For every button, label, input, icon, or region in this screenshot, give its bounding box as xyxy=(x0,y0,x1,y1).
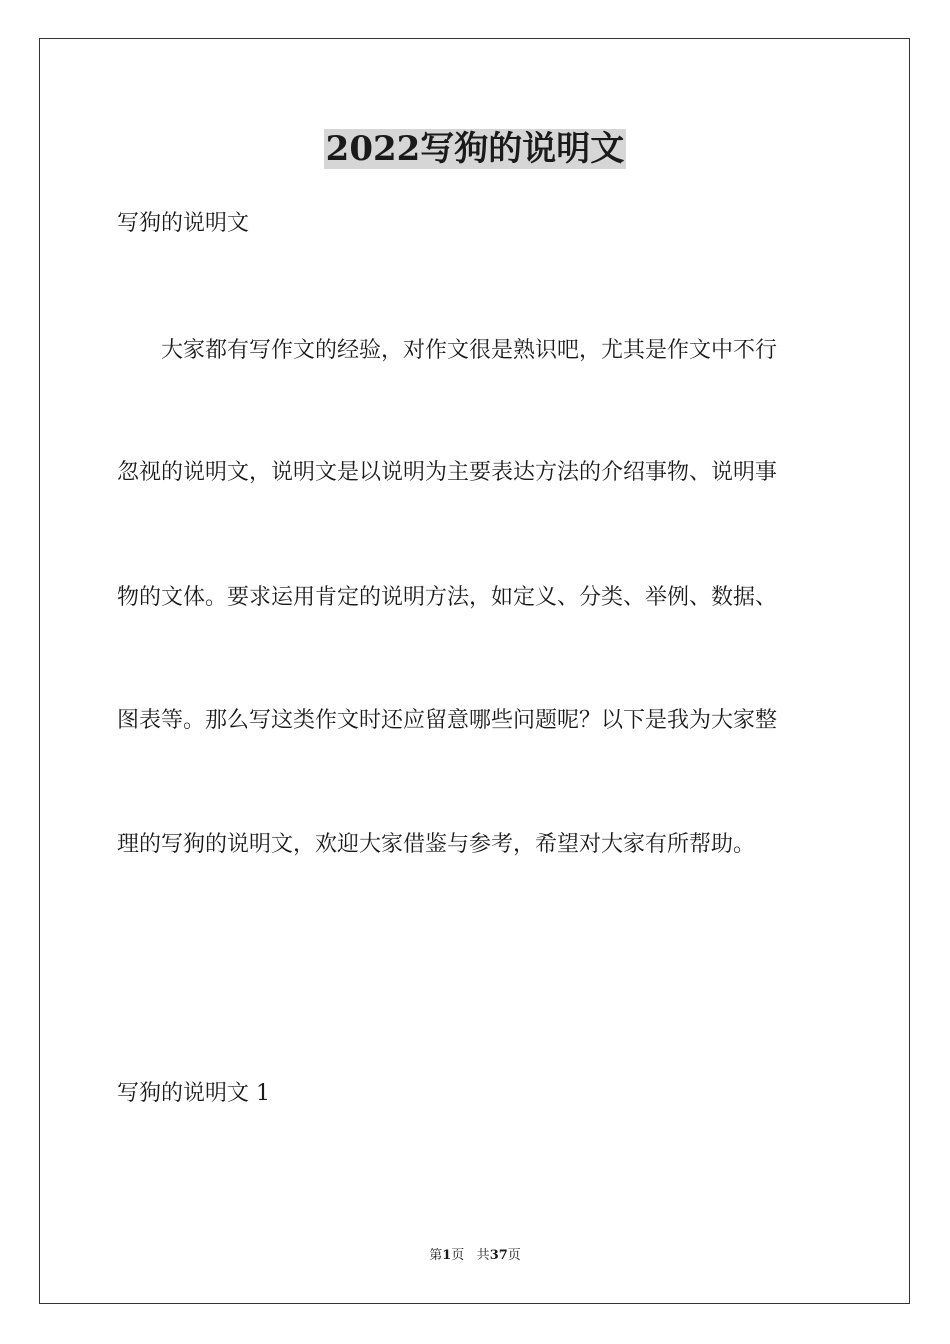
intro-line-5: 理的写狗的说明文，欢迎大家借鉴与参考，希望对大家有所帮助。 xyxy=(117,832,756,857)
intro-line-2: 忽视的说明文，说明文是以说明为主要表达方法的介绍事物、说明事 xyxy=(117,460,778,485)
section-heading: 写狗的说明文 1 xyxy=(117,1081,270,1106)
document-title xyxy=(0,126,950,172)
intro-line-1: 大家都有写作文的经验，对作文很是熟识吧，尤其是作文中不行 xyxy=(117,338,778,363)
footer-page-suffix: 页 xyxy=(451,1248,465,1263)
document-subtitle: 写狗的说明文 xyxy=(117,211,250,236)
page-footer xyxy=(0,1247,950,1265)
document-title-text: 2022写狗的说明文 xyxy=(325,129,625,169)
intro-line-3: 物的文体。要求运用肯定的说明方法，如定义、分类、举例、数据、 xyxy=(117,585,778,610)
footer-total-pages: 37 xyxy=(489,1248,508,1263)
intro-line-4: 图表等。那么写这类作文时还应留意哪些问题呢？以下是我为大家整 xyxy=(117,708,778,733)
footer-total-prefix: 共 xyxy=(476,1248,490,1263)
footer-total-suffix: 页 xyxy=(507,1248,521,1263)
footer-page-prefix: 第 xyxy=(429,1248,443,1263)
footer-page-number: 1 xyxy=(442,1248,452,1263)
